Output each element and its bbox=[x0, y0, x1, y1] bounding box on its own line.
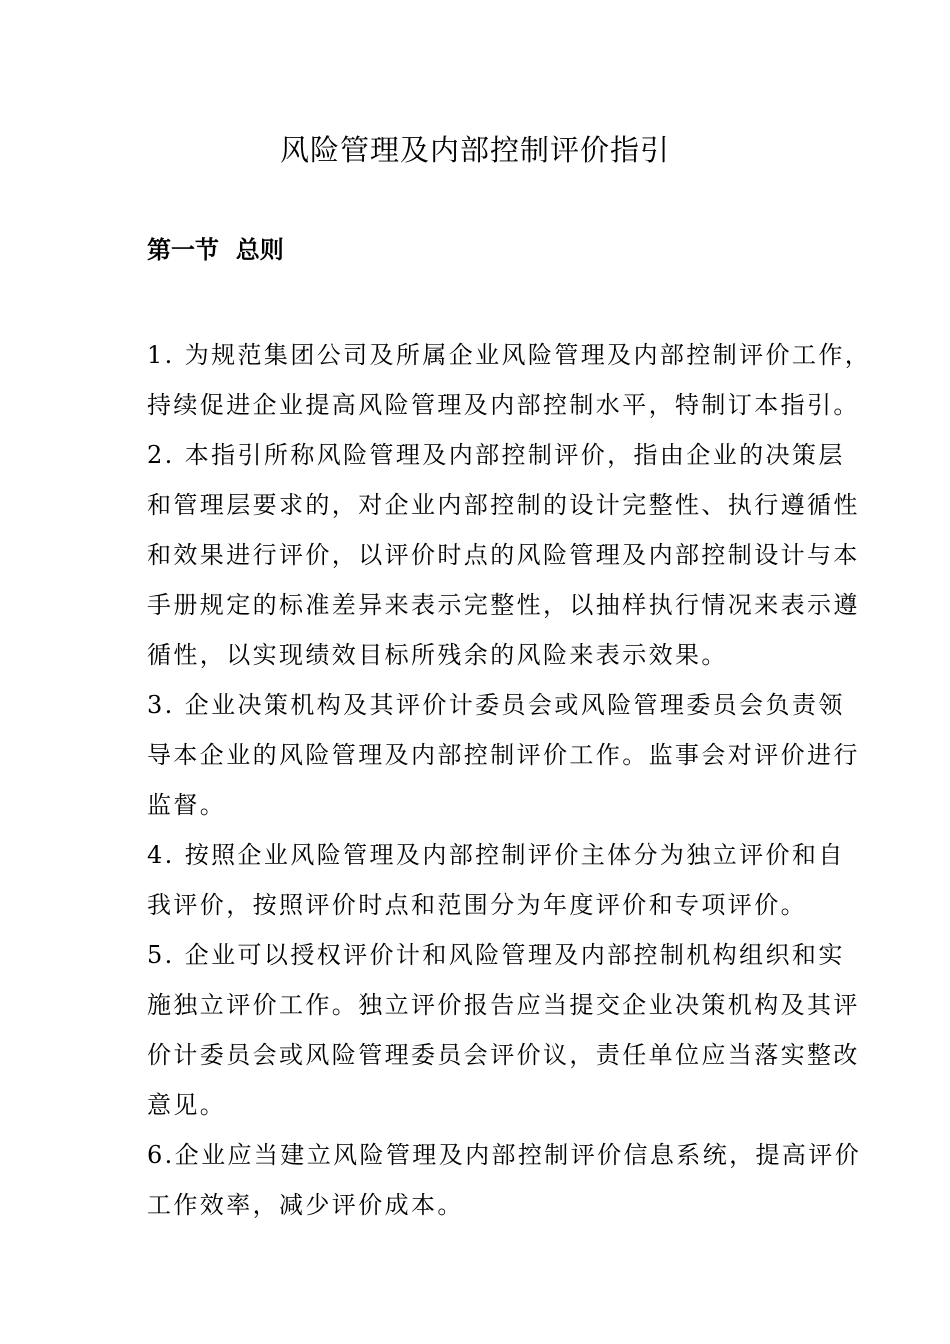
text-line: 4. 按照企业风险管理及内部控制评价主体分为独立评价和自 bbox=[147, 841, 845, 869]
document-body bbox=[147, 330, 872, 1230]
document-title: 风险管理及内部控制评价指引 bbox=[279, 133, 670, 167]
text-line: 和管理层要求的，对企业内部控制的设计完整性、执行遵循性 bbox=[147, 491, 860, 519]
text-line: 循性，以实现绩效目标所残余的风险来表示效果。 bbox=[147, 641, 728, 669]
text-line: 6.企业应当建立风险管理及内部控制评价信息系统，提高评价 bbox=[147, 1141, 862, 1169]
clause-6 bbox=[147, 1130, 862, 1230]
text-line: 监督。 bbox=[147, 791, 227, 819]
text-line: 2. 本指引所称风险管理及内部控制评价，指由企业的决策层 bbox=[147, 441, 845, 469]
text-line: 手册规定的标准差异来表示完整性，以抽样执行情况来表示遵 bbox=[147, 591, 860, 619]
text-line: 和效果进行评价，以评价时点的风险管理及内部控制设计与本 bbox=[147, 541, 860, 569]
text-line: 持续促进企业提高风险管理及内部控制水平，特制订本指引。 bbox=[147, 391, 860, 419]
text-line: 施独立评价工作。独立评价报告应当提交企业决策机构及其评 bbox=[147, 991, 860, 1019]
text-line: 我评价，按照评价时点和范围分为年度评价和专项评价。 bbox=[147, 891, 807, 919]
clause-2 bbox=[147, 430, 860, 680]
text-line: 导本企业的风险管理及内部控制评价工作。监事会对评价进行 bbox=[147, 741, 860, 769]
clause-4 bbox=[147, 830, 847, 930]
clause-3 bbox=[147, 680, 860, 830]
clause-5 bbox=[147, 930, 860, 1130]
text-line: 1. 为规范集团公司及所属企业风险管理及内部控制评价工作， bbox=[147, 341, 872, 369]
clause-1 bbox=[147, 330, 872, 430]
section-heading: 第一节 总则 bbox=[147, 236, 284, 264]
text-line: 工作效率，减少评价成本。 bbox=[147, 1191, 464, 1219]
text-line: 5. 企业可以授权评价计和风险管理及内部控制机构组织和实 bbox=[147, 941, 845, 969]
text-line: 价计委员会或风险管理委员会评价议，责任单位应当落实整改 bbox=[147, 1041, 860, 1069]
text-line: 3. 企业决策机构及其评价计委员会或风险管理委员会负责领 bbox=[147, 691, 845, 719]
text-line: 意见。 bbox=[147, 1091, 227, 1119]
